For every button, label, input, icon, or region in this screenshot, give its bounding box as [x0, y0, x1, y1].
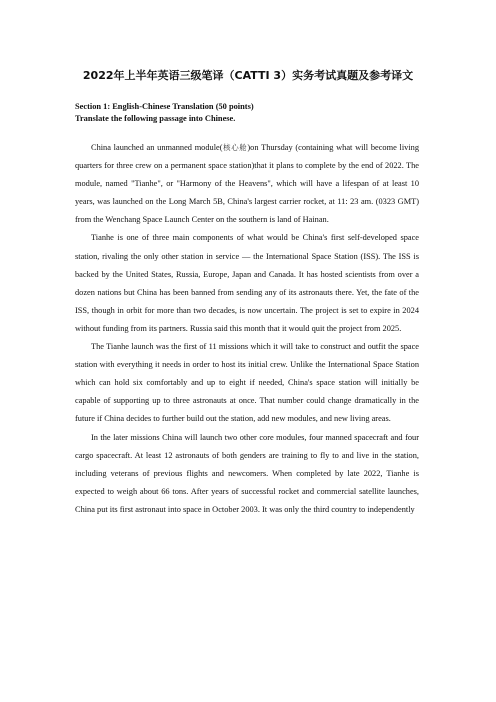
paragraph-4: In the later missions China will launch two other core modules, four manned spacecraft and four cargo spacecraft. At least 12 astronauts of both genders are training to fly to and live in the station, including veterans of previous flights and newcomers. When completed by late 2022, Tianhe is expected to weigh about 66 tons. After years of successful rocket and commercial satellite launches, China put its first astronaut into space in October 2003. It was only the third country to independently	[75, 432, 419, 514]
paragraph-1-text-b: )on Thursday (containing what will become living quarters for three crew on a permanent space station)that it plans to complete by the end of 2022. The module, named "Tianhe", or "Harmony of the Heavens", which will have a lifespan of at least 10 years, was launched on the Long March 5B, China's largest carrier rocket, at 11: 23 am. (0323 GMT) from the Wenchang Space Launch Center on the southern is land of Hainan.	[75, 143, 419, 225]
paragraph-3: The Tianhe launch was the first of 11 missions which it will take to construct and outfit the space station with everything it needs in order to host its initial crew. Unlike the International Space Station which can hold six comfortably and up to eight if needed, China's space station will initially be capable of supporting up to three astronauts at once. That number could change dramatically in the future if China decides to further build out the station, add new modules, and new living areas.	[75, 342, 419, 424]
section-heading: Section 1: English-Chinese Translation (50 points)	[75, 102, 254, 111]
document-title: 2022年上半年英语三级笔译（CATTI 3）实务考试真题及参考译文	[82, 69, 414, 82]
section-instruction: Translate the following passage into Chinese.	[75, 114, 236, 123]
paragraph-1-chinese-term: 核心舱	[222, 143, 248, 152]
paragraph-1-text-a: China launched an unmanned module(	[91, 143, 223, 152]
section-header	[75, 101, 254, 125]
paragraph-2: Tianhe is one of three main components of what would be China's first self-developed space station, rivaling the only other station in service — the International Space Station (ISS). The ISS is backed by the United States, Russia, Europe, Japan and Canada. It has hosted scientists from over a dozen nations but China has been banned from sending any of its astronauts there. Yet, the fate of the ISS, though in orbit for more than two decades, is now uncertain. The project is set to expire in 2024 without funding from its partners. Russia said this month that it would quit the project from 2025.	[75, 233, 419, 333]
passage	[75, 139, 419, 519]
paragraph-1	[75, 139, 419, 229]
